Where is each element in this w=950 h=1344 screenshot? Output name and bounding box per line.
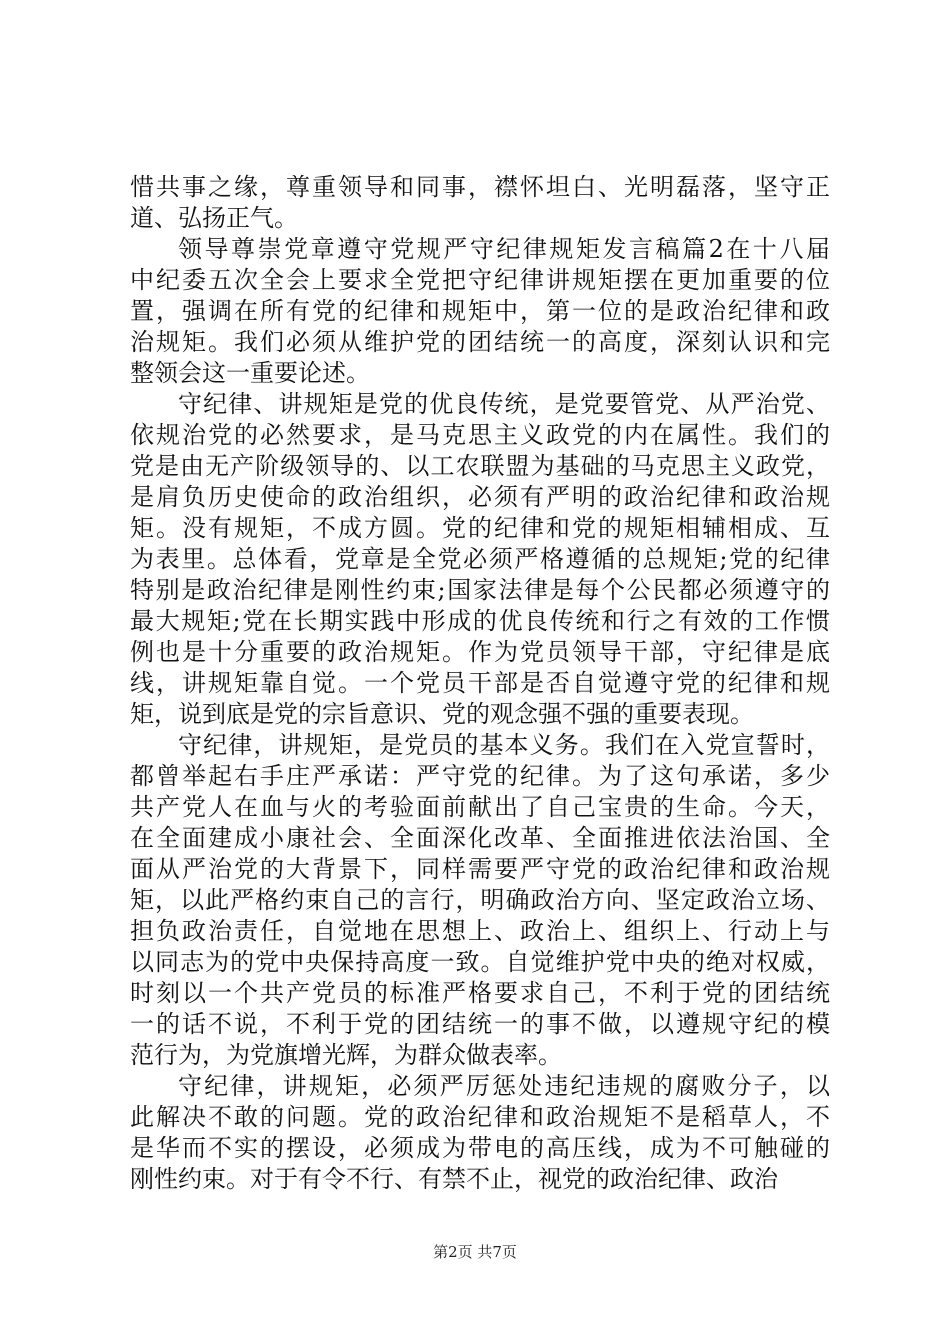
text-line: 守纪律，讲规矩，是党员的基本义务。我们在入党宣誓时， bbox=[178, 731, 830, 759]
text-line: 时刻以一个共产党员的标准严格要求自己，不利于党的团结统 bbox=[130, 979, 830, 1007]
paragraph bbox=[130, 389, 830, 730]
text-line: 面从严治党的大背景下，同样需要严守党的政治纪律和政治规 bbox=[130, 855, 830, 883]
text-line: 惜共事之缘，尊重领导和同事，襟怀坦白、光明磊落，坚守正 bbox=[130, 173, 830, 201]
text-line: 刚性约束。对于有令不行、有禁不止，视党的政治纪律、政治 bbox=[130, 1165, 778, 1193]
paragraph bbox=[130, 234, 830, 389]
text-line: 此解决不敢的问题。党的政治纪律和政治规矩不是稻草人，不 bbox=[130, 1103, 830, 1131]
text-line: 以同志为的党中央保持高度一致。自觉维护党中央的绝对权威， bbox=[130, 948, 830, 976]
text-line: 党是由无产阶级领导的、以工农联盟为基础的马克思主义政党， bbox=[130, 452, 830, 480]
paragraph bbox=[130, 1071, 830, 1195]
text-line: 守纪律，讲规矩，必须严厉惩处违纪违规的腐败分子，以 bbox=[178, 1072, 830, 1100]
text-line: 置，强调在所有党的纪律和规矩中，第一位的是政治纪律和政 bbox=[130, 297, 830, 325]
text-line: 一的话不说，不利于党的团结统一的事不做，以遵规守纪的模 bbox=[130, 1010, 830, 1038]
document-body bbox=[130, 172, 830, 1195]
text-line: 特别是政治纪律是刚性约束;国家法律是每个公民都必须遵守的 bbox=[130, 576, 830, 604]
text-line: 依规治党的必然要求，是马克思主义政党的内在属性。我们的 bbox=[130, 421, 830, 449]
text-line: 矩，说到底是党的宗旨意识、党的观念强不强的重要表现。 bbox=[130, 700, 754, 728]
text-line: 道、弘扬正气。 bbox=[130, 204, 298, 232]
text-line: 整领会这一重要论述。 bbox=[130, 359, 370, 387]
text-line: 矩，以此严格约束自己的言行，明确政治方向、坚定政治立场、 bbox=[130, 886, 830, 914]
paragraph bbox=[130, 730, 830, 1071]
text-line: 共产党人在血与火的考验面前献出了自己宝贵的生命。今天， bbox=[130, 793, 830, 821]
text-line: 中纪委五次全会上要求全党把守纪律讲规矩摆在更加重要的位 bbox=[130, 266, 830, 294]
text-line: 治规矩。我们必须从维护党的团结统一的高度，深刻认识和完 bbox=[130, 328, 830, 356]
text-line: 领导尊崇党章遵守党规严守纪律规矩发言稿篇2在十八届 bbox=[178, 235, 830, 263]
text-line: 都曾举起右手庄严承诺：严守党的纪律。为了这句承诺，多少 bbox=[130, 762, 830, 790]
text-line: 范行为，为党旗增光辉，为群众做表率。 bbox=[130, 1041, 562, 1069]
text-line: 是肩负历史使命的政治组织，必须有严明的政治纪律和政治规 bbox=[130, 483, 830, 511]
page-footer bbox=[0, 1241, 950, 1262]
text-line: 最大规矩;党在长期实践中形成的优良传统和行之有效的工作惯 bbox=[130, 607, 830, 635]
text-line: 担负政治责任，自觉地在思想上、政治上、组织上、行动上与 bbox=[130, 917, 830, 945]
text-line: 守纪律、讲规矩是党的优良传统，是党要管党、从严治党、 bbox=[178, 390, 830, 418]
text-line: 是华而不实的摆设，必须成为带电的高压线，成为不可触碰的 bbox=[130, 1134, 830, 1162]
text-line: 矩。没有规矩，不成方圆。党的纪律和党的规矩相辅相成、互 bbox=[130, 514, 830, 542]
paragraph bbox=[130, 172, 830, 234]
page-number-label: 第2页 共7页 bbox=[433, 1243, 517, 1261]
text-line: 线，讲规矩靠自觉。一个党员干部是否自觉遵守党的纪律和规 bbox=[130, 669, 830, 697]
text-line: 例也是十分重要的政治规矩。作为党员领导干部，守纪律是底 bbox=[130, 638, 830, 666]
text-line: 为表里。总体看，党章是全党必须严格遵循的总规矩;党的纪律 bbox=[130, 545, 830, 573]
text-line: 在全面建成小康社会、全面深化改革、全面推进依法治国、全 bbox=[130, 824, 830, 852]
